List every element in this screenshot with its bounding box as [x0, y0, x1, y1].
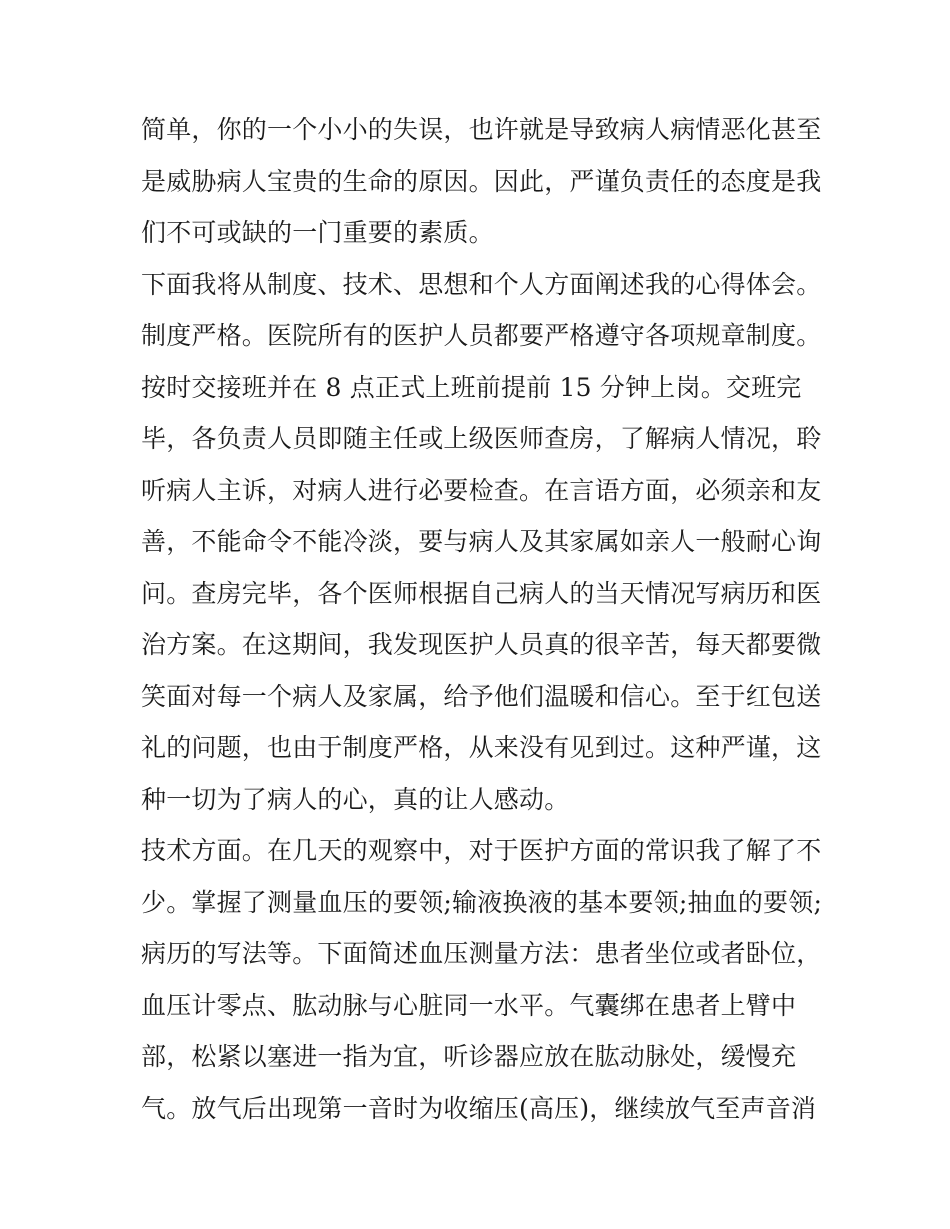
text-line: 种一切为了病人的心，真的让人感动。: [141, 784, 570, 814]
text-line: 按时交接班并在 8 点正式上班前提前 15 分钟上岗。交班完: [141, 372, 802, 402]
text-line: 毕，各负责人员即随主任或上级医师查房，了解病人情况，聆: [141, 424, 822, 453]
text-line: 善，不能命令不能冷淡，要与病人及其家属如亲人一般耐心询: [141, 527, 822, 556]
text-line: 治方案。在这期间，我发现医护人员真的很辛苦，每天都要微: [141, 630, 822, 659]
text-line: 问。查房完毕，各个医师根据自己病人的当天情况写病历和医: [141, 578, 822, 608]
text-line: 部，松紧以塞进一指为宜，听诊器应放在肱动脉处，缓慢充: [141, 1042, 797, 1071]
text-line: 礼的问题，也由于制度严格，从来没有见到过。这种严谨，这: [141, 733, 822, 762]
text-line: 们不可或缺的一门重要的素质。: [141, 218, 494, 247]
text-line: 笑面对每一个病人及家属，给予他们温暖和信心。至于红包送: [141, 681, 822, 711]
text-line: 听病人主诉，对病人进行必要检查。在言语方面，必须亲和友: [141, 475, 822, 505]
text-line: 血压计零点、肱动脉与心脏同一水平。气囊绑在患者上臂中: [141, 990, 797, 1020]
text-line: 制度严格。医院所有的医护人员都要严格遵守各项规章制度。: [141, 321, 822, 350]
text-line: 是威胁病人宝贵的生命的原因。因此，严谨负责任的态度是我: [141, 166, 822, 196]
text-line: 简单，你的一个小小的失误，也许就是导致病人病情恶化甚至: [141, 115, 822, 144]
text-line: 技术方面。在几天的观察中，对于医护方面的常识我了解了不: [141, 836, 822, 865]
text-line: 气。放气后出现第一音时为收缩压(高压)，继续放气至声音消: [141, 1093, 817, 1123]
body-text: [141, 104, 821, 1134]
text-line: 下面我将从制度、技术、思想和个人方面阐述我的心得体会。: [141, 269, 822, 299]
text-line: 少。掌握了测量血压的要领;输液换液的基本要领;抽血的要领;: [141, 887, 823, 917]
text-line: 病历的写法等。下面简述血压测量方法：患者坐位或者卧位，: [141, 939, 822, 968]
